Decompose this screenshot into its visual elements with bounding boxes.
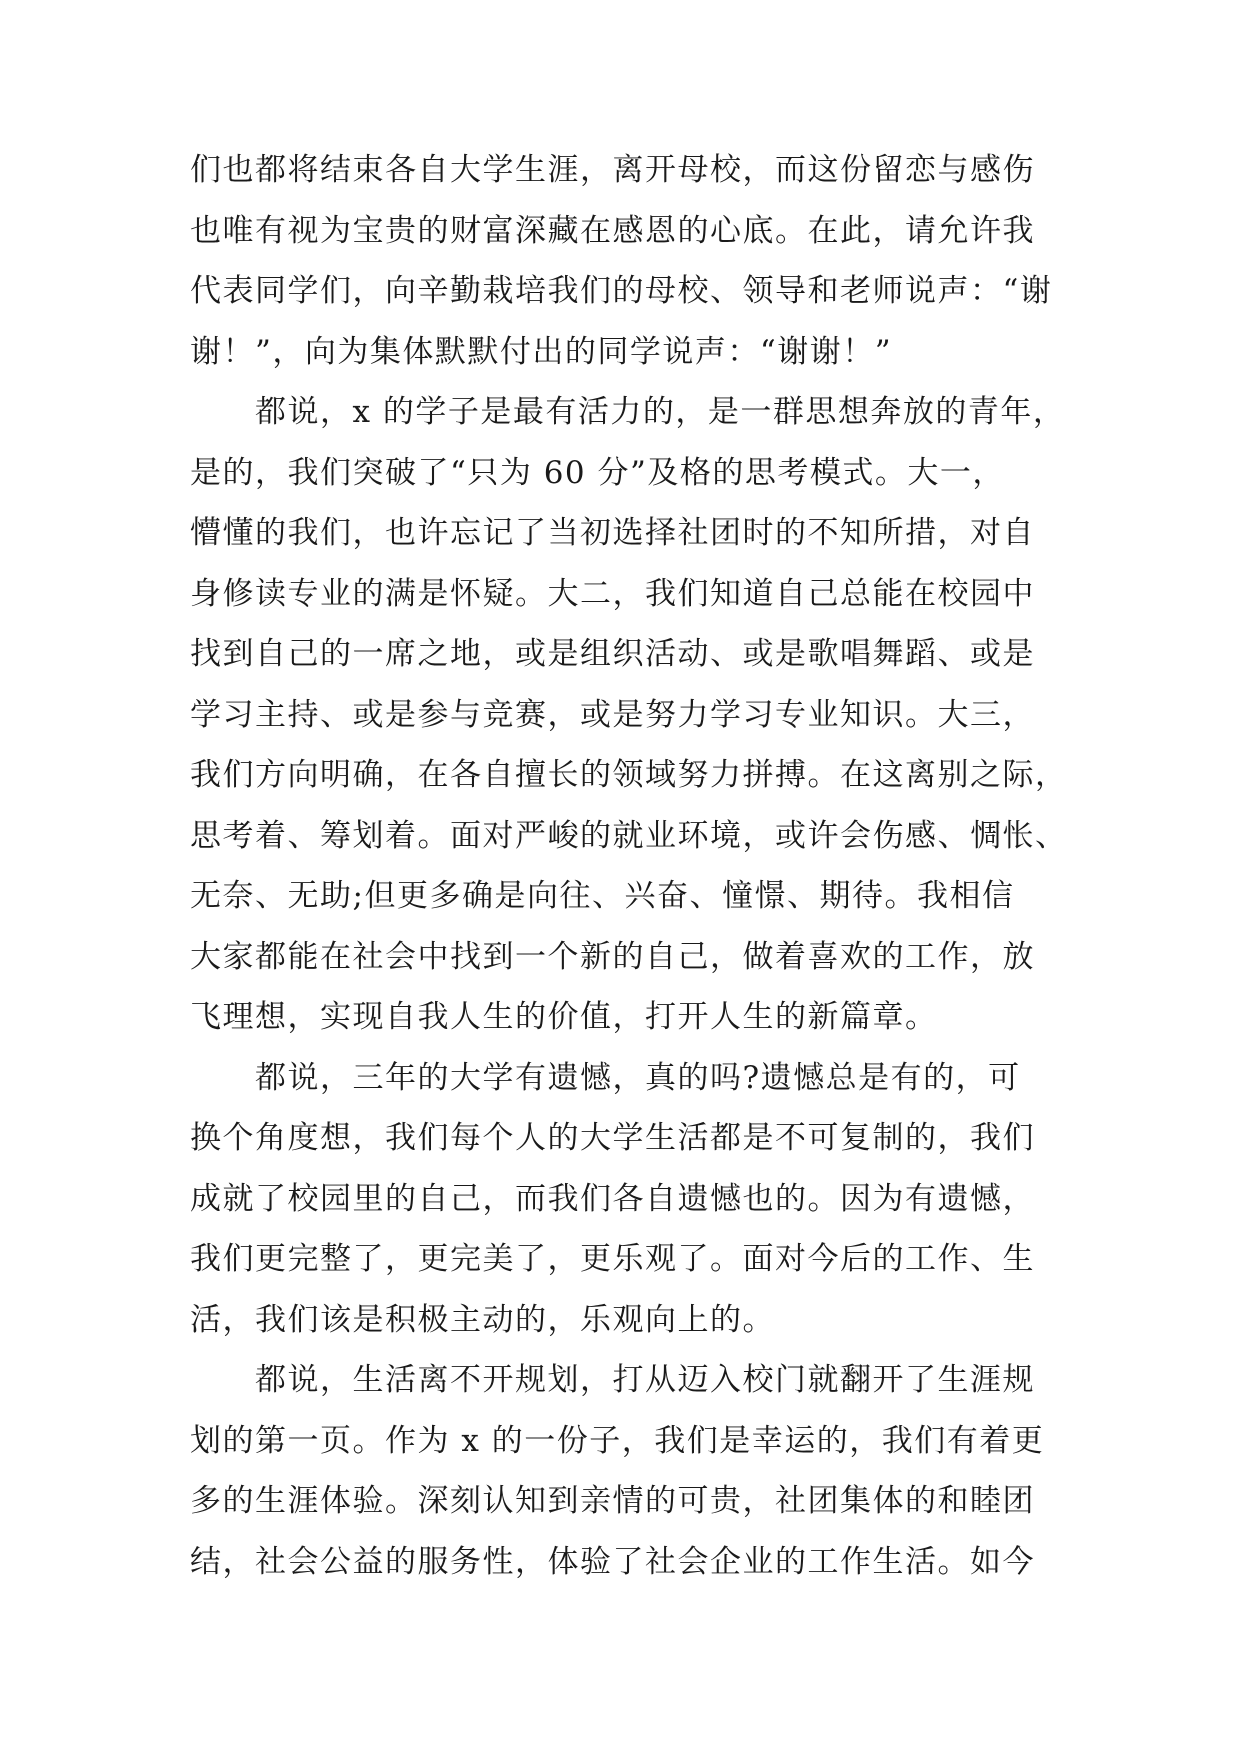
text-line: 身修读专业的满是怀疑。大二，我们知道自己总能在校园中 xyxy=(190,575,1035,612)
text-line: 划的第一页。作为 x 的一份子，我们是幸运的，我们有着更 xyxy=(190,1422,1045,1459)
document-body xyxy=(190,140,1070,1592)
text-line: 学习主持、或是参与竞赛，或是努力学习专业知识。大三， xyxy=(190,696,1035,733)
paragraph-first-line: 都说，生活离不开规划，打从迈入校门就翻开了生涯规 xyxy=(255,1362,1035,1398)
text-line: 换个角度想，我们每个人的大学生活都是不可复制的，我们 xyxy=(190,1120,1035,1156)
text-line: 飞理想，实现自我人生的价值，打开人生的新篇章。 xyxy=(190,999,938,1035)
text-line: 成就了校园里的自己，而我们各自遗憾也的。因为有遗憾， xyxy=(190,1180,1035,1217)
text-line: 是的，我们突破了“只为 60 分”及格的思考模式。大一， xyxy=(190,454,1005,491)
text-line: 们也都将结束各自大学生涯，离开母校，而这份留恋与感伤 xyxy=(190,152,1035,188)
text-line: 活，我们该是积极主动的，乐观向上的。 xyxy=(190,1301,775,1338)
paragraph-first-line: 都说，x 的学子是最有活力的，是一群思想奔放的青年， xyxy=(255,394,1066,430)
text-line: 懵懂的我们，也许忘记了当初选择社团时的不知所措，对自 xyxy=(190,515,1035,551)
text-line: 我们更完整了，更完美了，更乐观了。面对今后的工作、生 xyxy=(190,1241,1035,1277)
text-line: 思考着、筹划着。面对严峻的就业环境，或许会伤感、惆怅、 xyxy=(190,817,1068,854)
text-line: 代表同学们，向辛勤栽培我们的母校、领导和老师说声：“谢 xyxy=(190,273,1053,309)
text-line: 我们方向明确，在各自擅长的领域努力拼搏。在这离别之际， xyxy=(190,757,1068,793)
text-line: 谢！”，向为集体默默付出的同学说声：“谢谢！” xyxy=(190,333,893,370)
text-line: 找到自己的一席之地，或是组织活动、或是歌唱舞蹈、或是 xyxy=(190,636,1035,672)
text-line: 大家都能在社会中找到一个新的自己，做着喜欢的工作，放 xyxy=(190,938,1035,975)
text-line: 也唯有视为宝贵的财富深藏在感恩的心底。在此，请允许我 xyxy=(190,212,1035,249)
text-line: 无奈、无助;但更多确是向往、兴奋、憧憬、期待。我相信 xyxy=(190,878,1015,914)
paragraph-first-line: 都说，三年的大学有遗憾，真的吗?遗憾总是有的，可 xyxy=(255,1059,1021,1096)
text-line: 多的生涯体验。深刻认知到亲情的可贵，社团集体的和睦团 xyxy=(190,1483,1035,1519)
text-line: 结，社会公益的服务性，体验了社会企业的工作生活。如今 xyxy=(190,1543,1035,1580)
